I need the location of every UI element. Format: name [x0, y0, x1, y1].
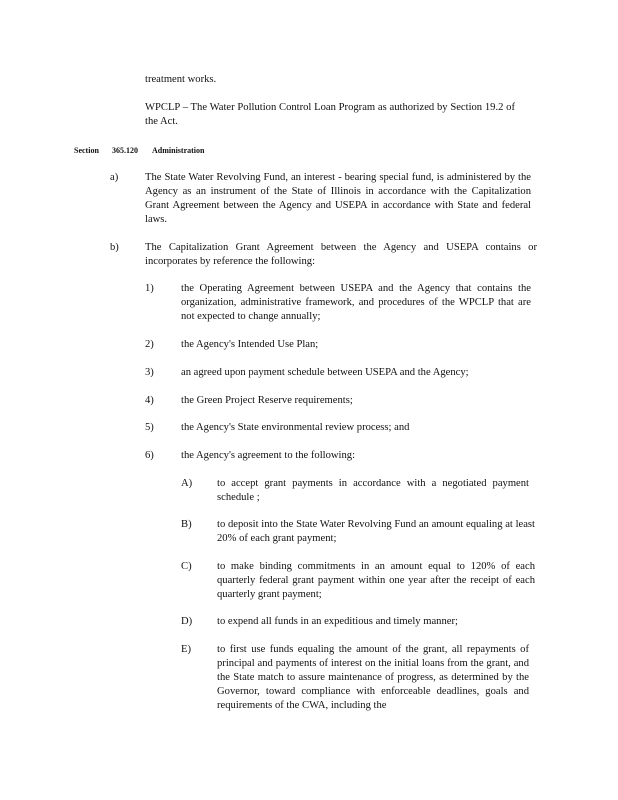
definition-wpclp: WPCLP – The Water Pollution Control Loan Program as authorized by Section 19.2 of the Act. — [145, 102, 515, 127]
subsection-b-text: The Capitalization Grant Agreement between the Agency and USEPA contains or incorporates by reference the following: — [145, 242, 537, 267]
subsection-b-label: b) — [110, 242, 119, 253]
subsection-a-text: The State Water Revolving Fund, an interest - bearing special fund, is administered by the Agency as an instrument of the State of Illinois in accordance with the Capitalization Grant Agreement between the Agency and USEPA in accordance with State and federal laws. — [145, 172, 531, 225]
subitem-C-label: C) — [181, 561, 192, 572]
subitem-E-text: to first use funds equaling the amount of the grant, all repayments of principal and payments of interest on the initial loans from the grant, and the State match to assure maintenance of progress, as determined by the Governor, toward compliance with enforceable deadlines, goals and requirements of the CWA, including the — [217, 644, 529, 711]
item-1-text: the Operating Agreement between USEPA and the Agency that contains the organization, administrative framework, and procedures of the WPCLP that are not expected to change annually; — [181, 283, 531, 322]
definition-treatment-works: treatment works. — [145, 74, 217, 85]
subitem-B-text: to deposit into the State Water Revolving Fund an amount equaling at least 20% of each grant payment; — [217, 519, 535, 544]
item-3-label: 3) — [145, 367, 154, 378]
item-5-label: 5) — [145, 422, 154, 433]
item-4-label: 4) — [145, 395, 154, 406]
subsection-a-label: a) — [110, 172, 119, 183]
section-title: Administration — [152, 146, 205, 155]
item-6-label: 6) — [145, 450, 154, 461]
subitem-A-label: A) — [181, 478, 193, 489]
subitem-A-text: to accept grant payments in accordance with a negotiated payment schedule ; — [217, 478, 529, 503]
section-number: Section — [74, 146, 99, 155]
item-6-text: the Agency's agreement to the following: — [181, 450, 356, 461]
item-4-text: the Green Project Reserve requirements; — [181, 395, 353, 406]
subitem-D-text: to expend all funds in an expeditious and timely manner; — [217, 616, 458, 627]
item-3-text: an agreed upon payment schedule between USEPA and the Agency; — [181, 367, 469, 378]
item-2-label: 2) — [145, 339, 154, 350]
item-2-text: the Agency's Intended Use Plan; — [181, 339, 319, 350]
subitem-D-label: D) — [181, 616, 193, 627]
subitem-C-text: to make binding commitments in an amount equal to 120% of each quarterly federal grant payment within one year after the receipt of each quarterly grant payment; — [217, 561, 535, 600]
section-id: 365.120 — [112, 146, 138, 155]
subitem-E-label: E) — [181, 644, 191, 655]
item-1-label: 1) — [145, 283, 154, 294]
item-5-text: the Agency's State environmental review process; and — [181, 422, 410, 433]
subitem-B-label: B) — [181, 519, 192, 530]
